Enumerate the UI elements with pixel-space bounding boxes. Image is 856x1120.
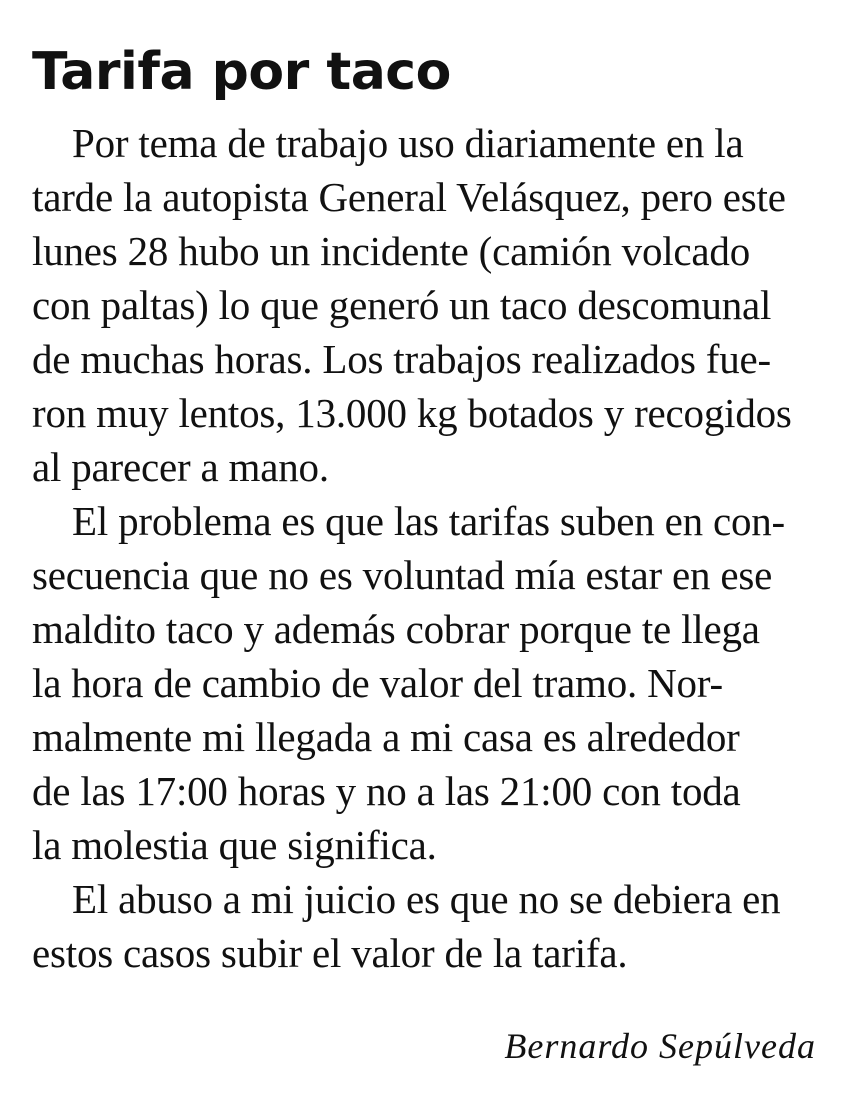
- text-line: tarde la autopista General Velásquez, pero este: [32, 174, 786, 220]
- text-line: de muchas horas. Los trabajos realizados fue-: [32, 336, 771, 382]
- text-line: El abuso a mi juicio es que no se debiera en: [72, 876, 781, 922]
- letter-body: [32, 116, 822, 980]
- text-line: estos casos subir el valor de la tarifa.: [32, 930, 628, 976]
- text-line: al parecer a mano.: [32, 444, 329, 490]
- text-line: de las 17:00 horas y no a las 21:00 con toda: [32, 768, 741, 814]
- text-line: la molestia que significa.: [32, 822, 437, 868]
- paragraph-3: [32, 872, 822, 980]
- text-line: maldito taco y además cobrar porque te llega: [32, 606, 760, 652]
- text-line: secuencia que no es voluntad mía estar en ese: [32, 552, 773, 598]
- text-line: Por tema de trabajo uso diariamente en la: [72, 120, 744, 166]
- text-line: ron muy lentos, 13.000 kg botados y recogidos: [32, 390, 792, 436]
- text-line: lunes 28 hubo un incidente (camión volcado: [32, 228, 751, 274]
- signature: Bernardo Sepúlveda: [504, 1026, 816, 1066]
- text-line: El problema es que las tarifas suben en con-: [72, 498, 786, 544]
- headline: Tarifa por taco: [32, 42, 451, 102]
- text-line: con paltas) lo que generó un taco descomunal: [32, 282, 772, 328]
- letter-article: [32, 40, 822, 980]
- text-line: la hora de cambio de valor del tramo. Nor-: [32, 660, 723, 706]
- paragraph-2: [32, 494, 822, 872]
- text-line: malmente mi llegada a mi casa es alrededor: [32, 714, 740, 760]
- paragraph-1: [32, 116, 822, 494]
